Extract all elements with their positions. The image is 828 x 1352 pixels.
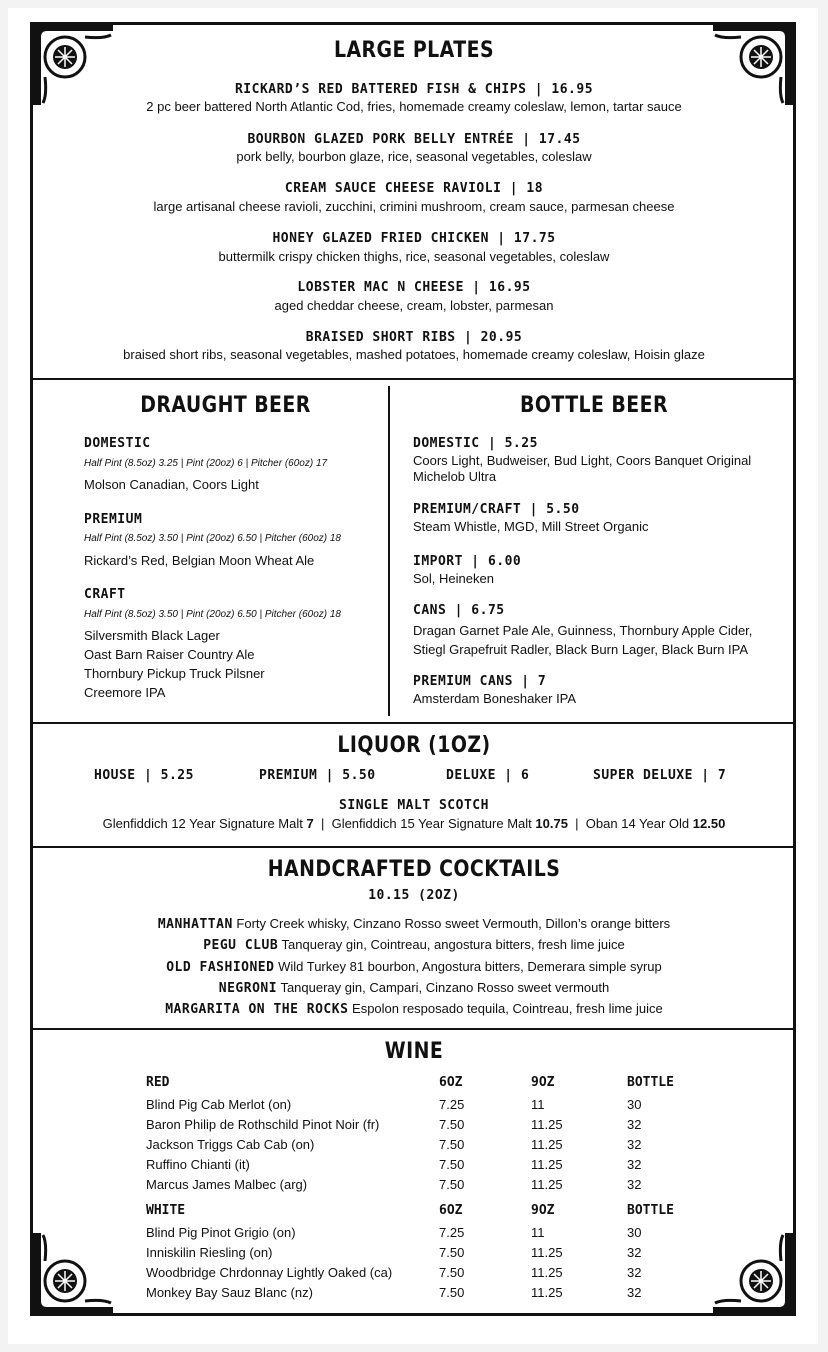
liquor-tier: HOUSE | 5.25 (94, 768, 194, 783)
cocktail-name: MANHATTAN (157, 917, 233, 932)
wine-price: 7.50 (439, 1157, 465, 1172)
cocktail-line (0, 916, 828, 932)
scotch-price: 12.50 (692, 816, 726, 831)
wine-price: 32 (627, 1117, 642, 1132)
cocktail-desc: Wild Turkey 81 bourbon, Angostura bitters, Demerara simple syrup (278, 959, 662, 974)
cocktail-name: NEGRONI (218, 981, 278, 996)
plate-desc: large artisanal cheese ravioli, zucchini, crimini mushroom, cream sauce, parmesan cheese (153, 199, 675, 214)
liquor-tier: DELUXE | 6 (446, 768, 530, 783)
draught-group-name: CRAFT (84, 587, 126, 602)
wine-price: 11.25 (531, 1245, 563, 1260)
plate-desc: braised short ribs, seasonal vegetables, mashed potatoes, homemade creamy coleslaw, Hoisin glaze (123, 347, 705, 362)
column-divider (388, 386, 390, 716)
scotch-separator: | (320, 816, 325, 831)
wine-heading: WINE (384, 1039, 444, 1064)
scotch-line (0, 816, 828, 831)
wine-price: 7.50 (439, 1265, 465, 1280)
bottle-group-name: PREMIUM CANS | 7 (413, 674, 547, 689)
draught-group-line: Thornbury Pickup Truck Pilsner (84, 666, 265, 681)
draught-group-sizes: Half Pint (8.5oz) 3.50 | Pint (20oz) 6.50 | Pitcher (60oz) 18 (84, 533, 341, 544)
wine-white-header: WHITE (146, 1203, 186, 1218)
draught-group-name: DOMESTIC (84, 436, 151, 451)
cocktail-desc: Tanqueray gin, Cointreau, angostura bitters, fresh lime juice (281, 937, 625, 952)
cocktails-price: 10.15 (2OZ) (368, 888, 460, 903)
scotch-title: SINGLE MALT SCOTCH (339, 798, 489, 813)
scotch-name: Glenfiddich 12 Year Signature Malt (102, 816, 303, 831)
bottle-beer-heading: BOTTLE BEER (520, 393, 668, 418)
wine-name: Inniskilin Riesling (on) (146, 1245, 273, 1260)
wine-price: 32 (627, 1137, 642, 1152)
wine-col-header: BOTTLE (627, 1075, 674, 1090)
section-divider (30, 846, 796, 848)
draught-beer-heading: DRAUGHT BEER (140, 393, 311, 418)
cocktail-name: MARGARITA ON THE ROCKS (165, 1002, 349, 1017)
liquor-tier: SUPER DELUXE | 7 (593, 768, 727, 783)
section-divider (30, 378, 796, 380)
cocktail-name: OLD FASHIONED (166, 960, 275, 975)
bottle-group-line: Sol, Heineken (413, 571, 494, 586)
cocktail-name: PEGU CLUB (203, 938, 279, 953)
wine-red-header: RED (146, 1075, 170, 1090)
wine-name: Monkey Bay Sauz Blanc (nz) (146, 1285, 313, 1300)
draught-group-line: Creemore IPA (84, 685, 166, 700)
cocktail-line (0, 980, 828, 996)
wine-price: 7.50 (439, 1285, 465, 1300)
cocktail-line (0, 937, 828, 953)
draught-group-sizes: Half Pint (8.5oz) 3.25 | Pint (20oz) 6 | Pitcher (60oz) 17 (84, 458, 328, 469)
corner-ornament-bottom-right-icon (713, 1233, 793, 1313)
wine-name: Woodbridge Chrdonnay Lightly Oaked (ca) (146, 1265, 393, 1280)
plate-desc: buttermilk crispy chicken thighs, rice, seasonal vegetables, coleslaw (218, 249, 610, 264)
section-divider (30, 1028, 796, 1030)
wine-price: 32 (627, 1285, 642, 1300)
plate-title: CREAM SAUCE CHEESE RAVIOLI | 18 (284, 181, 544, 196)
bottle-group-name: IMPORT | 6.00 (413, 554, 522, 569)
bottle-group-line: Dragan Garnet Pale Ale, Guinness, Thornbury Apple Cider, (413, 623, 753, 638)
wine-col-header: 6OZ (439, 1075, 463, 1090)
wine-price: 11 (531, 1097, 545, 1112)
cocktails-heading: HANDCRAFTED COCKTAILS (267, 857, 561, 882)
wine-price: 11.25 (531, 1137, 563, 1152)
wine-price: 30 (627, 1225, 642, 1240)
scotch-price: 10.75 (535, 816, 568, 831)
plate-desc: aged cheddar cheese, cream, lobster, parmesan (274, 298, 554, 313)
large-plates-heading: LARGE PLATES (333, 38, 495, 63)
wine-name: Blind Pig Cab Merlot (on) (146, 1097, 292, 1112)
bottle-group-line: Steam Whistle, MGD, Mill Street Organic (413, 519, 649, 534)
draught-group-line: Silversmith Black Lager (84, 628, 220, 643)
plate-title: LOBSTER MAC N CHEESE | 16.95 (297, 280, 531, 295)
wine-name: Baron Philip de Rothschild Pinot Noir (fr) (146, 1117, 380, 1132)
plate-title: BOURBON GLAZED PORK BELLY ENTRÉE | 17.45 (247, 132, 581, 147)
scotch-name: Glenfiddich 15 Year Signature Malt (331, 816, 532, 831)
wine-col-header: BOTTLE (627, 1203, 674, 1218)
wine-price: 32 (627, 1265, 642, 1280)
cocktail-line (0, 959, 828, 975)
bottle-group-line: Coors Light, Budweiser, Bud Light, Coors Banquet Original (413, 453, 752, 468)
wine-price: 30 (627, 1097, 642, 1112)
wine-price: 7.50 (439, 1245, 465, 1260)
wine-price: 32 (627, 1245, 642, 1260)
plate-title: BRAISED SHORT RIBS | 20.95 (305, 330, 523, 345)
bottle-group-name: DOMESTIC | 5.25 (413, 436, 538, 451)
draught-group-line: Molson Canadian, Coors Light (84, 477, 259, 492)
wine-price: 11.25 (531, 1265, 563, 1280)
wine-name: Jackson Triggs Cab Cab (on) (146, 1137, 315, 1152)
wine-price: 11.25 (531, 1117, 563, 1132)
scotch-separator: | (575, 816, 579, 831)
wine-price: 11.25 (531, 1157, 563, 1172)
scotch-name: Oban 14 Year Old (585, 816, 690, 831)
draught-group-line: Rickard’s Red, Belgian Moon Wheat Ale (84, 553, 315, 568)
scotch-price: 7 (306, 816, 314, 831)
bottle-group-line: Stiegl Grapefruit Radler, Black Burn Lager, Black Burn IPA (413, 642, 749, 657)
section-divider (30, 722, 796, 724)
wine-col-header: 9OZ (531, 1075, 555, 1090)
wine-col-header: 6OZ (439, 1203, 463, 1218)
wine-price: 11.25 (531, 1285, 563, 1300)
wine-name: Blind Pig Pinot Grigio (on) (146, 1225, 296, 1240)
wine-price: 32 (627, 1177, 642, 1192)
wine-price: 32 (627, 1157, 642, 1172)
cocktail-desc: Forty Creek whisky, Cinzano Rosso sweet Vermouth, Dillon’s orange bitters (236, 916, 671, 931)
wine-price: 7.50 (439, 1137, 465, 1152)
wine-price: 11 (531, 1225, 545, 1240)
liquor-heading: LIQUOR (1OZ) (337, 733, 491, 758)
bottle-group-name: PREMIUM/CRAFT | 5.50 (413, 502, 580, 517)
cocktail-line (0, 1001, 828, 1017)
wine-price: 11.25 (531, 1177, 563, 1192)
bottle-group-name: CANS | 6.75 (413, 603, 505, 618)
plate-title: RICKARD’S RED BATTERED FISH & CHIPS | 16.95 (234, 82, 594, 97)
wine-price: 7.25 (439, 1225, 465, 1240)
draught-group-name: PREMIUM (84, 512, 143, 527)
draught-group-sizes: Half Pint (8.5oz) 3.50 | Pint (20oz) 6.50 | Pitcher (60oz) 18 (84, 609, 341, 620)
plate-desc: 2 pc beer battered North Atlantic Cod, fries, homemade creamy coleslaw, lemon, tartar sauce (146, 99, 682, 114)
plate-desc: pork belly, bourbon glaze, rice, seasonal vegetables, coleslaw (236, 149, 592, 164)
wine-price: 7.50 (439, 1117, 465, 1132)
wine-price: 7.25 (439, 1097, 465, 1112)
cocktail-desc: Tanqueray gin, Campari, Cinzano Rosso sweet vermouth (280, 980, 610, 995)
wine-col-header: 9OZ (531, 1203, 555, 1218)
cocktail-desc: Espolon resposado tequila, Cointreau, fresh lime juice (352, 1001, 663, 1016)
bottle-group-line: Amsterdam Boneshaker IPA (413, 691, 577, 706)
bottle-group-line: Michelob Ultra (413, 469, 497, 484)
wine-name: Marcus James Malbec (arg) (146, 1177, 308, 1192)
wine-price: 7.50 (439, 1177, 465, 1192)
wine-name: Ruffino Chianti (it) (146, 1157, 250, 1172)
corner-ornament-bottom-left-icon (33, 1233, 113, 1313)
draught-group-line: Oast Barn Raiser Country Ale (84, 647, 255, 662)
liquor-tier: PREMIUM | 5.50 (259, 768, 376, 783)
plate-title: HONEY GLAZED FRIED CHICKEN | 17.75 (272, 231, 556, 246)
